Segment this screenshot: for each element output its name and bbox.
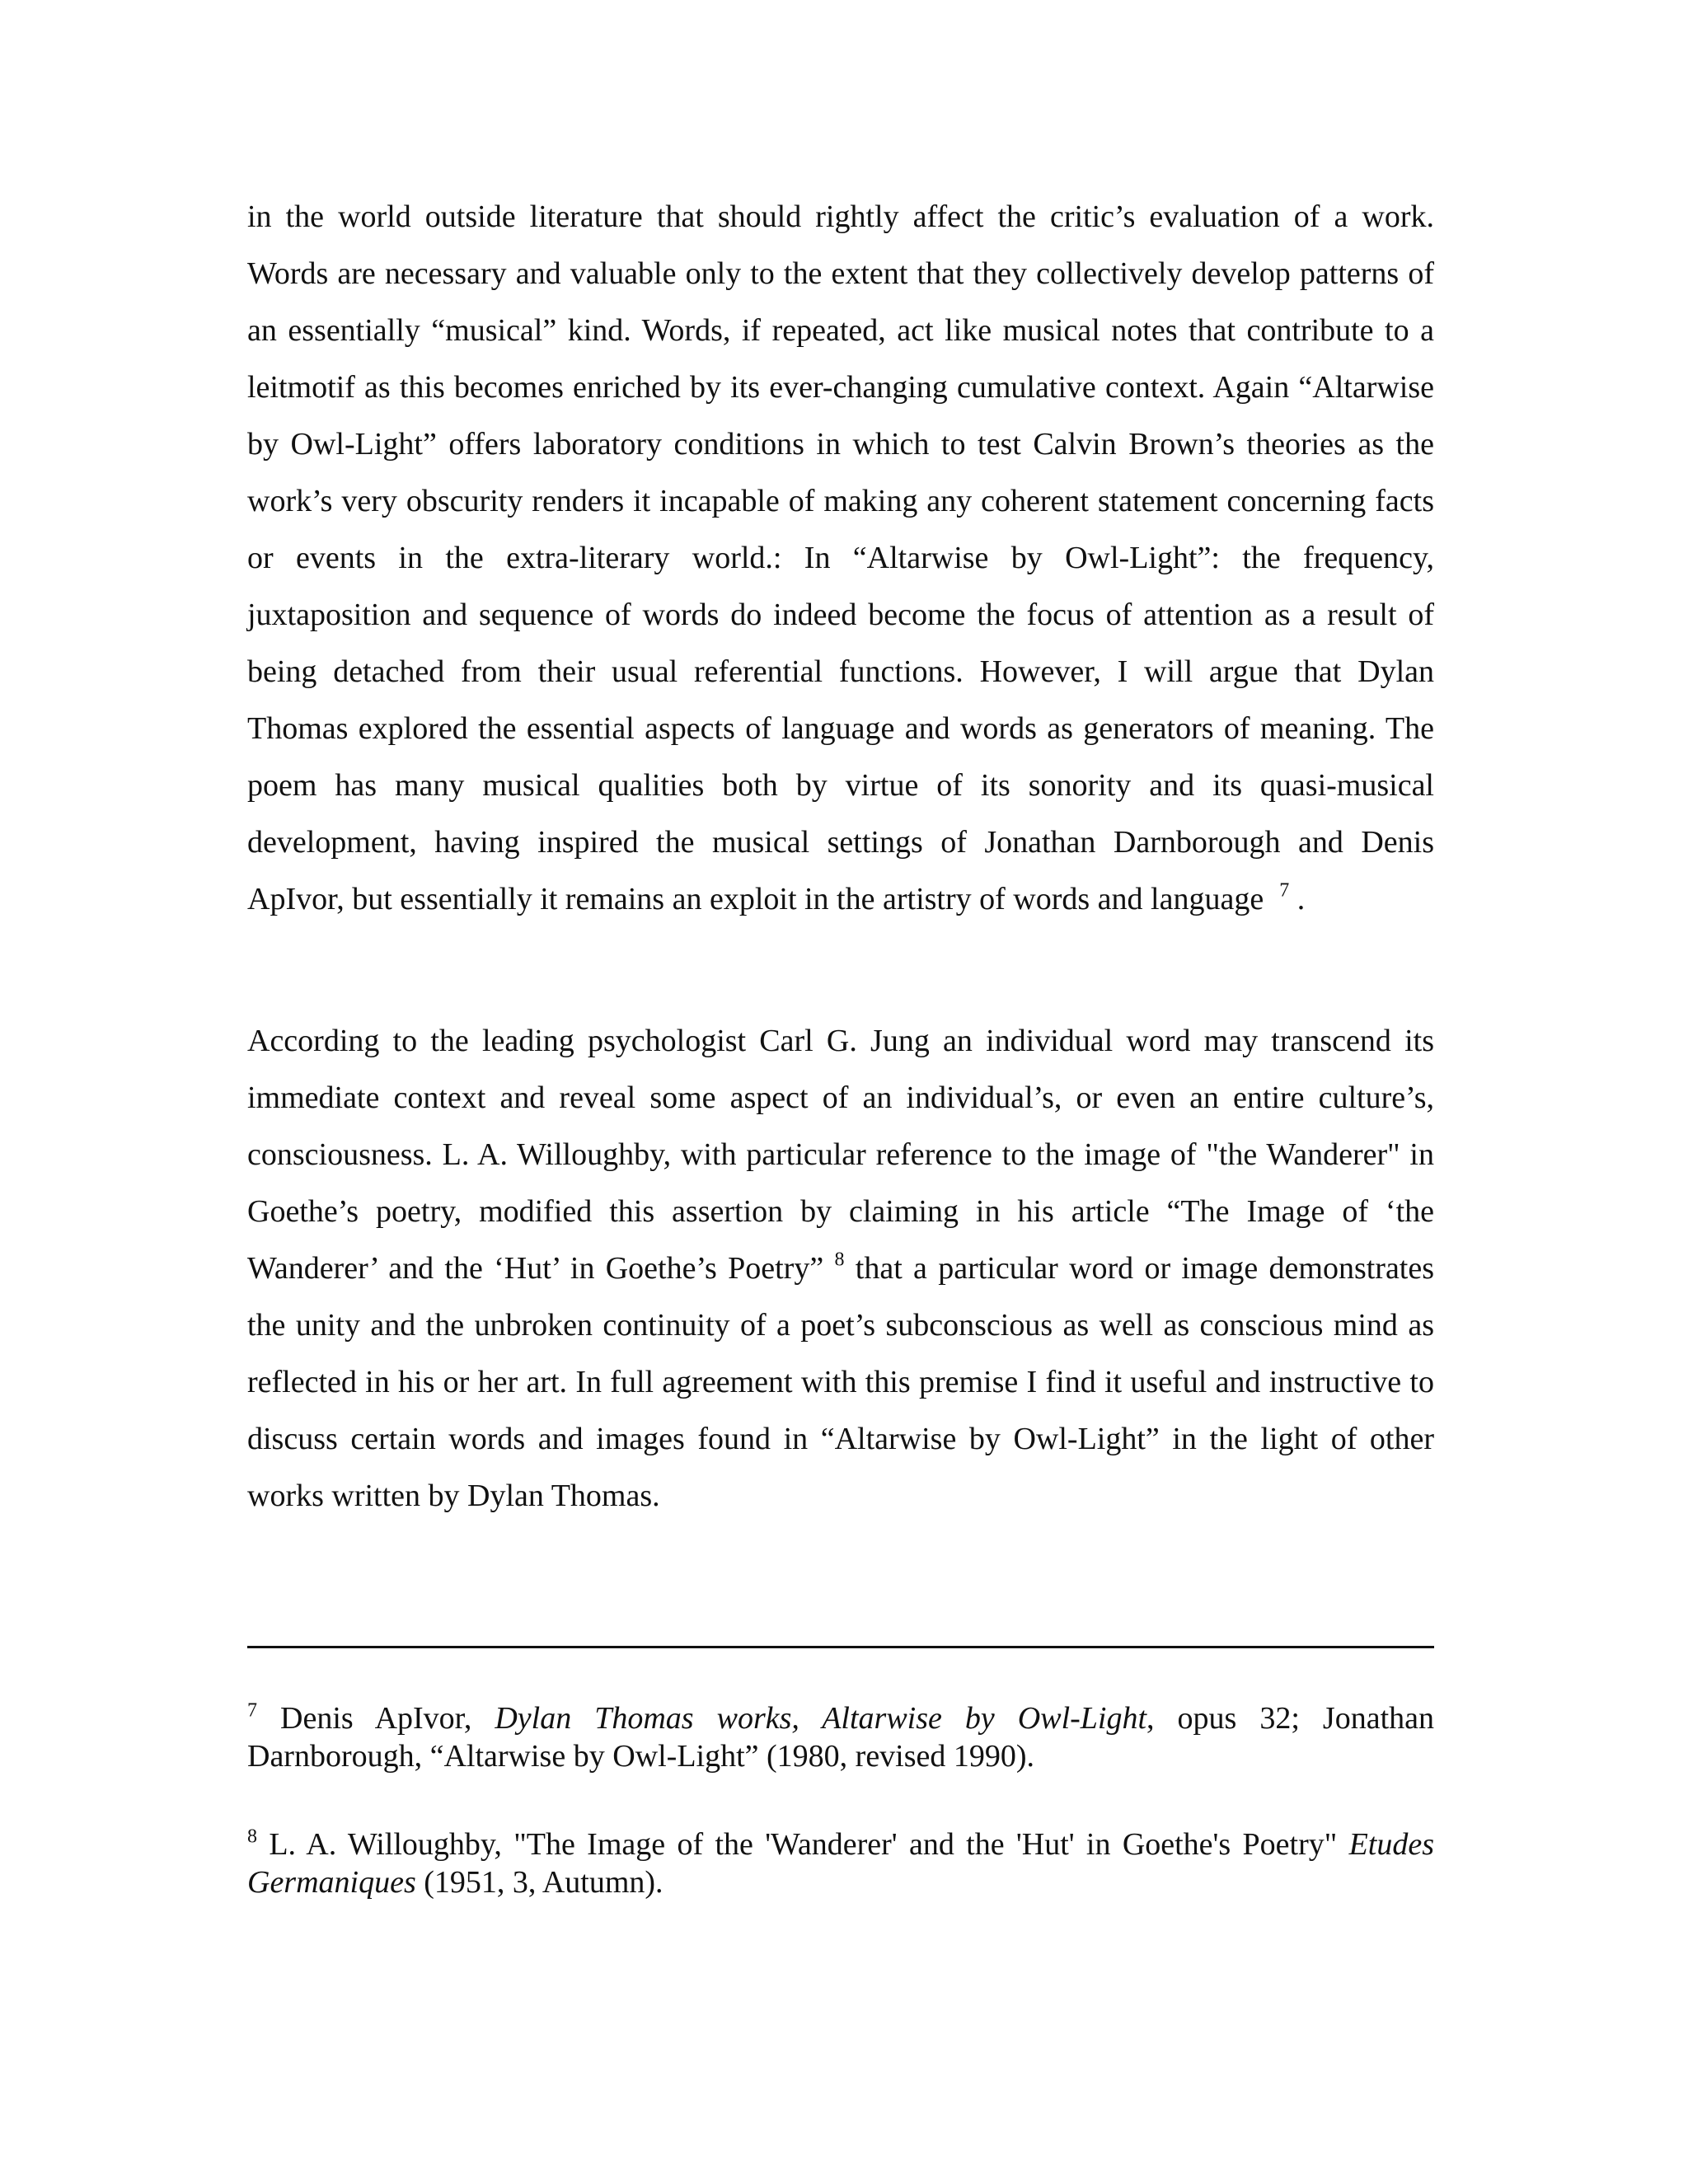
- footnote-8-marker: 8: [247, 1825, 257, 1848]
- paragraph-1-end: .: [1296, 882, 1306, 916]
- footnote-separator-rule: [247, 1646, 1434, 1648]
- footnote-7-title: Dylan Thomas works, Altarwise by Owl-Light: [495, 1701, 1147, 1736]
- footnote-7: [247, 1699, 1434, 1775]
- footnote-8-journal: Etudes Germaniques: [247, 1827, 1435, 1900]
- paragraph-2-text-b: that a particular word or image demonstrates the unity and the unbroken continuity of a poet’s subconscious as well as conscious mind as reflected in his or her art. In full agreement with this premise I find it useful and instructive to discuss certain words and images found in “Altarwise by Owl-Light” in the light of other works written by Dylan Thomas.: [247, 1251, 1435, 1513]
- footnote-8-rest: (1951, 3, Autumn).: [424, 1865, 663, 1900]
- footnote-8: [247, 1825, 1434, 1901]
- footnote-7-rest: , opus 32; Jonathan Darnborough, “Altarwise by Owl-Light” (1980, revised 1990).: [247, 1701, 1434, 1774]
- body-paragraph-1: [247, 189, 1434, 928]
- footnote-8-text: L. A. Willoughby, "The Image of the 'Wanderer' and the 'Hut' in Goethe's Poetry": [269, 1827, 1338, 1862]
- body-paragraph-2: [247, 1013, 1434, 1525]
- footnote-ref-8[interactable]: 8: [834, 1249, 845, 1271]
- footnote-7-marker: 7: [247, 1699, 257, 1722]
- paragraph-2-text-a: According to the leading psychologist Carl G. Jung an individual word may transcend its immediate context and reveal some aspect of an individual’s, or even an entire culture’s, consciousness. L. A. Willoughby, with particular reference to the image of "the Wanderer" in Goethe’s poetry, modified this assertion by claiming in his article “The Image of ‘the Wanderer’ and the ‘Hut’ in Goethe’s Poetry”: [247, 1024, 1434, 1286]
- footnote-ref-7[interactable]: 7: [1279, 879, 1290, 902]
- footnote-7-author: Denis ApIvor,: [280, 1701, 472, 1736]
- paragraph-1-text: in the world outside literature that should rightly affect the critic’s evaluation of a work. Words are necessary and valuable only to the extent that they collectively develop patterns of an essentially “musical” kind. Words, if repeated, act like musical notes that contribute to a leitmotif as this becomes enriched by its ever-changing cumulative context. Again “Altarwise by Owl-Light” offers laboratory conditions in which to test Calvin Brown’s theories as the work’s very obscurity renders it incapable of making any coherent statement concerning facts or events in the extra-literary world.: In “Altarwise by Owl-Light”: the frequency, juxtaposition and sequence of words do indeed become the focus of attention as a result of being detached from their usual referential functions. However, I will argue that Dylan Thomas explored the essential aspects of language and words as generators of meaning. The poem has many musical qualities both by virtue of its sonority and its quasi-musical development, having inspired the musical settings of Jonathan Darnborough and Denis ApIvor, but essentially it remains an exploit in the artistry of words and language: [247, 199, 1434, 916]
